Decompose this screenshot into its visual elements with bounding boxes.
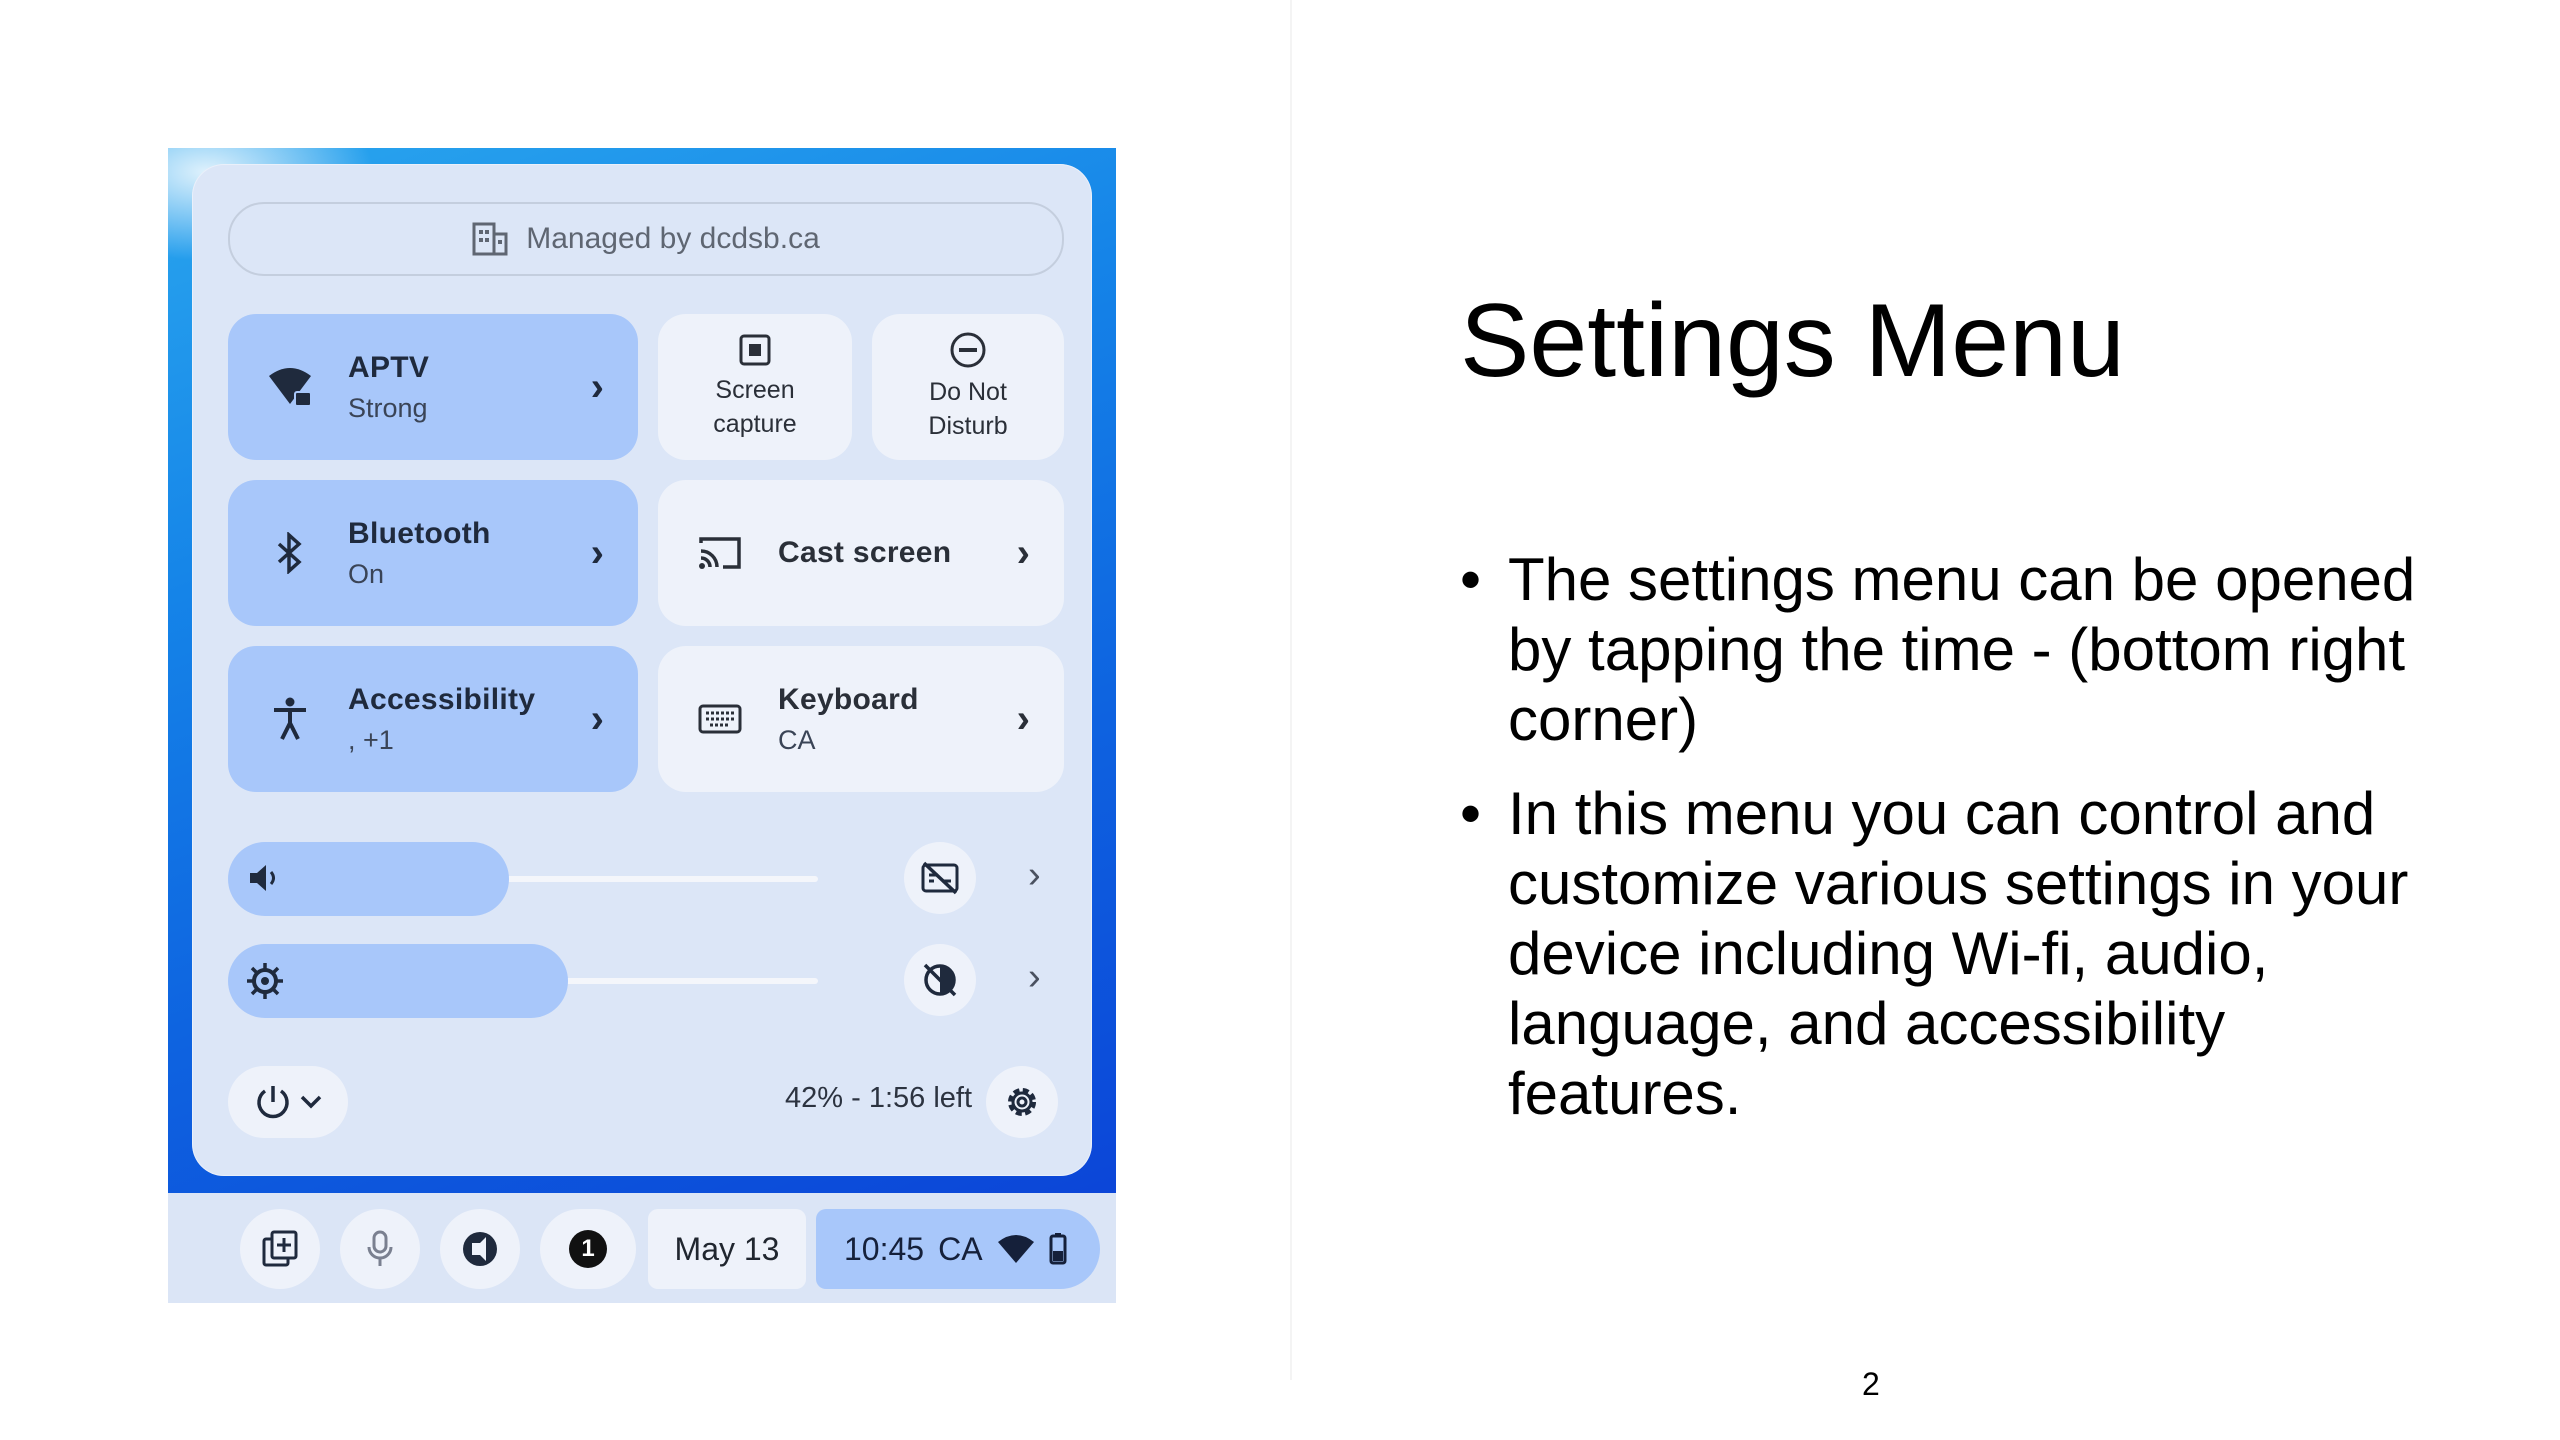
bullet-item: • The settings menu can be opened by tapping the time - (bottom right corner) [1460, 545, 2460, 755]
cast-icon [697, 535, 743, 571]
settings-button[interactable] [986, 1066, 1058, 1138]
screen-capture-line2: capture [713, 410, 797, 438]
chevron-right-icon: › [590, 364, 604, 409]
battery-status: 42% - 1:56 left [785, 1082, 972, 1114]
bullet-item: • In this menu you can control and customize various settings in your device including Wi-fi, audio, language, and accessibility features. [1460, 779, 2460, 1129]
cast-label: Cast screen [778, 536, 952, 569]
screen-capture-icon [738, 333, 772, 367]
gear-icon [1002, 1082, 1042, 1122]
accessibility-tile[interactable] [228, 646, 638, 792]
notification-count: 1 [569, 1230, 607, 1268]
notification-counter[interactable] [540, 1209, 636, 1289]
managed-label: Managed by dcdsb.ca [526, 222, 820, 255]
microphone-icon [365, 1229, 395, 1269]
keyboard-layout: CA [778, 724, 816, 755]
keyboard-name: Keyboard [778, 682, 919, 716]
accessibility-icon [272, 697, 308, 741]
do-not-disturb-icon [949, 331, 987, 369]
accessibility-name: Accessibility [348, 682, 536, 716]
chevron-right-icon: › [1016, 530, 1030, 575]
screen-capture-shelf-button[interactable] [440, 1209, 520, 1289]
battery-icon [1049, 1233, 1067, 1265]
keyboard-region: CA [938, 1230, 983, 1267]
keyboard-icon [698, 704, 742, 734]
dnd-line1: Do Not [929, 378, 1007, 406]
bluetooth-tile[interactable] [228, 480, 638, 626]
page-number: 2 [1862, 1366, 1880, 1402]
holding-space-button[interactable] [240, 1209, 320, 1289]
cast-screen-tile[interactable] [658, 480, 1064, 626]
bluetooth-status: On [348, 558, 385, 589]
quick-settings-panel [192, 164, 1092, 1176]
power-icon [254, 1083, 292, 1121]
wifi-lock-icon [267, 366, 313, 408]
screen-capture-line1: Screen [715, 376, 795, 404]
bluetooth-name: Bluetooth [348, 516, 491, 550]
date-tray[interactable]: May 13 [648, 1209, 806, 1289]
chevron-right-icon: › [1016, 696, 1030, 741]
record-icon [460, 1229, 500, 1269]
keyboard-tile[interactable] [658, 646, 1064, 792]
building-icon [472, 222, 508, 256]
power-menu-button[interactable] [228, 1066, 348, 1138]
slide-title: Settings Menu [1460, 283, 2125, 399]
accessibility-status: , +1 [348, 724, 394, 755]
wifi-name: APTV [348, 350, 430, 384]
brightness-slider[interactable] [228, 944, 1060, 1018]
slide-divider [1290, 0, 1292, 1380]
bluetooth-icon [275, 532, 305, 574]
volume-slider[interactable] [228, 842, 1060, 916]
live-caption-off-button[interactable] [904, 842, 976, 914]
chevron-right-icon[interactable]: › [1028, 956, 1041, 998]
wifi-icon [997, 1234, 1035, 1264]
status-tray[interactable] [816, 1209, 1100, 1289]
chevron-down-icon [300, 1095, 322, 1109]
wifi-tile[interactable] [228, 314, 638, 460]
chevron-right-icon: › [590, 696, 604, 741]
night-light-button[interactable] [904, 944, 976, 1016]
dnd-line2: Disturb [928, 412, 1008, 440]
wifi-status: Strong [348, 392, 428, 423]
managed-by-banner[interactable] [228, 202, 1064, 276]
bullet-list [1460, 545, 2460, 1153]
chevron-right-icon[interactable]: › [1028, 854, 1041, 896]
shelf [168, 1193, 1116, 1303]
night-light-off-icon [920, 960, 960, 1000]
dictation-button[interactable] [340, 1209, 420, 1289]
holding-space-icon [260, 1229, 300, 1269]
brightness-icon [246, 962, 284, 1000]
do-not-disturb-tile[interactable] [872, 314, 1064, 460]
clock: 10:45 [844, 1230, 925, 1267]
chromeos-screenshot [168, 148, 1116, 1303]
captions-off-icon [920, 861, 960, 895]
volume-icon [246, 860, 282, 896]
screen-capture-tile[interactable] [658, 314, 852, 460]
chevron-right-icon: › [590, 530, 604, 575]
